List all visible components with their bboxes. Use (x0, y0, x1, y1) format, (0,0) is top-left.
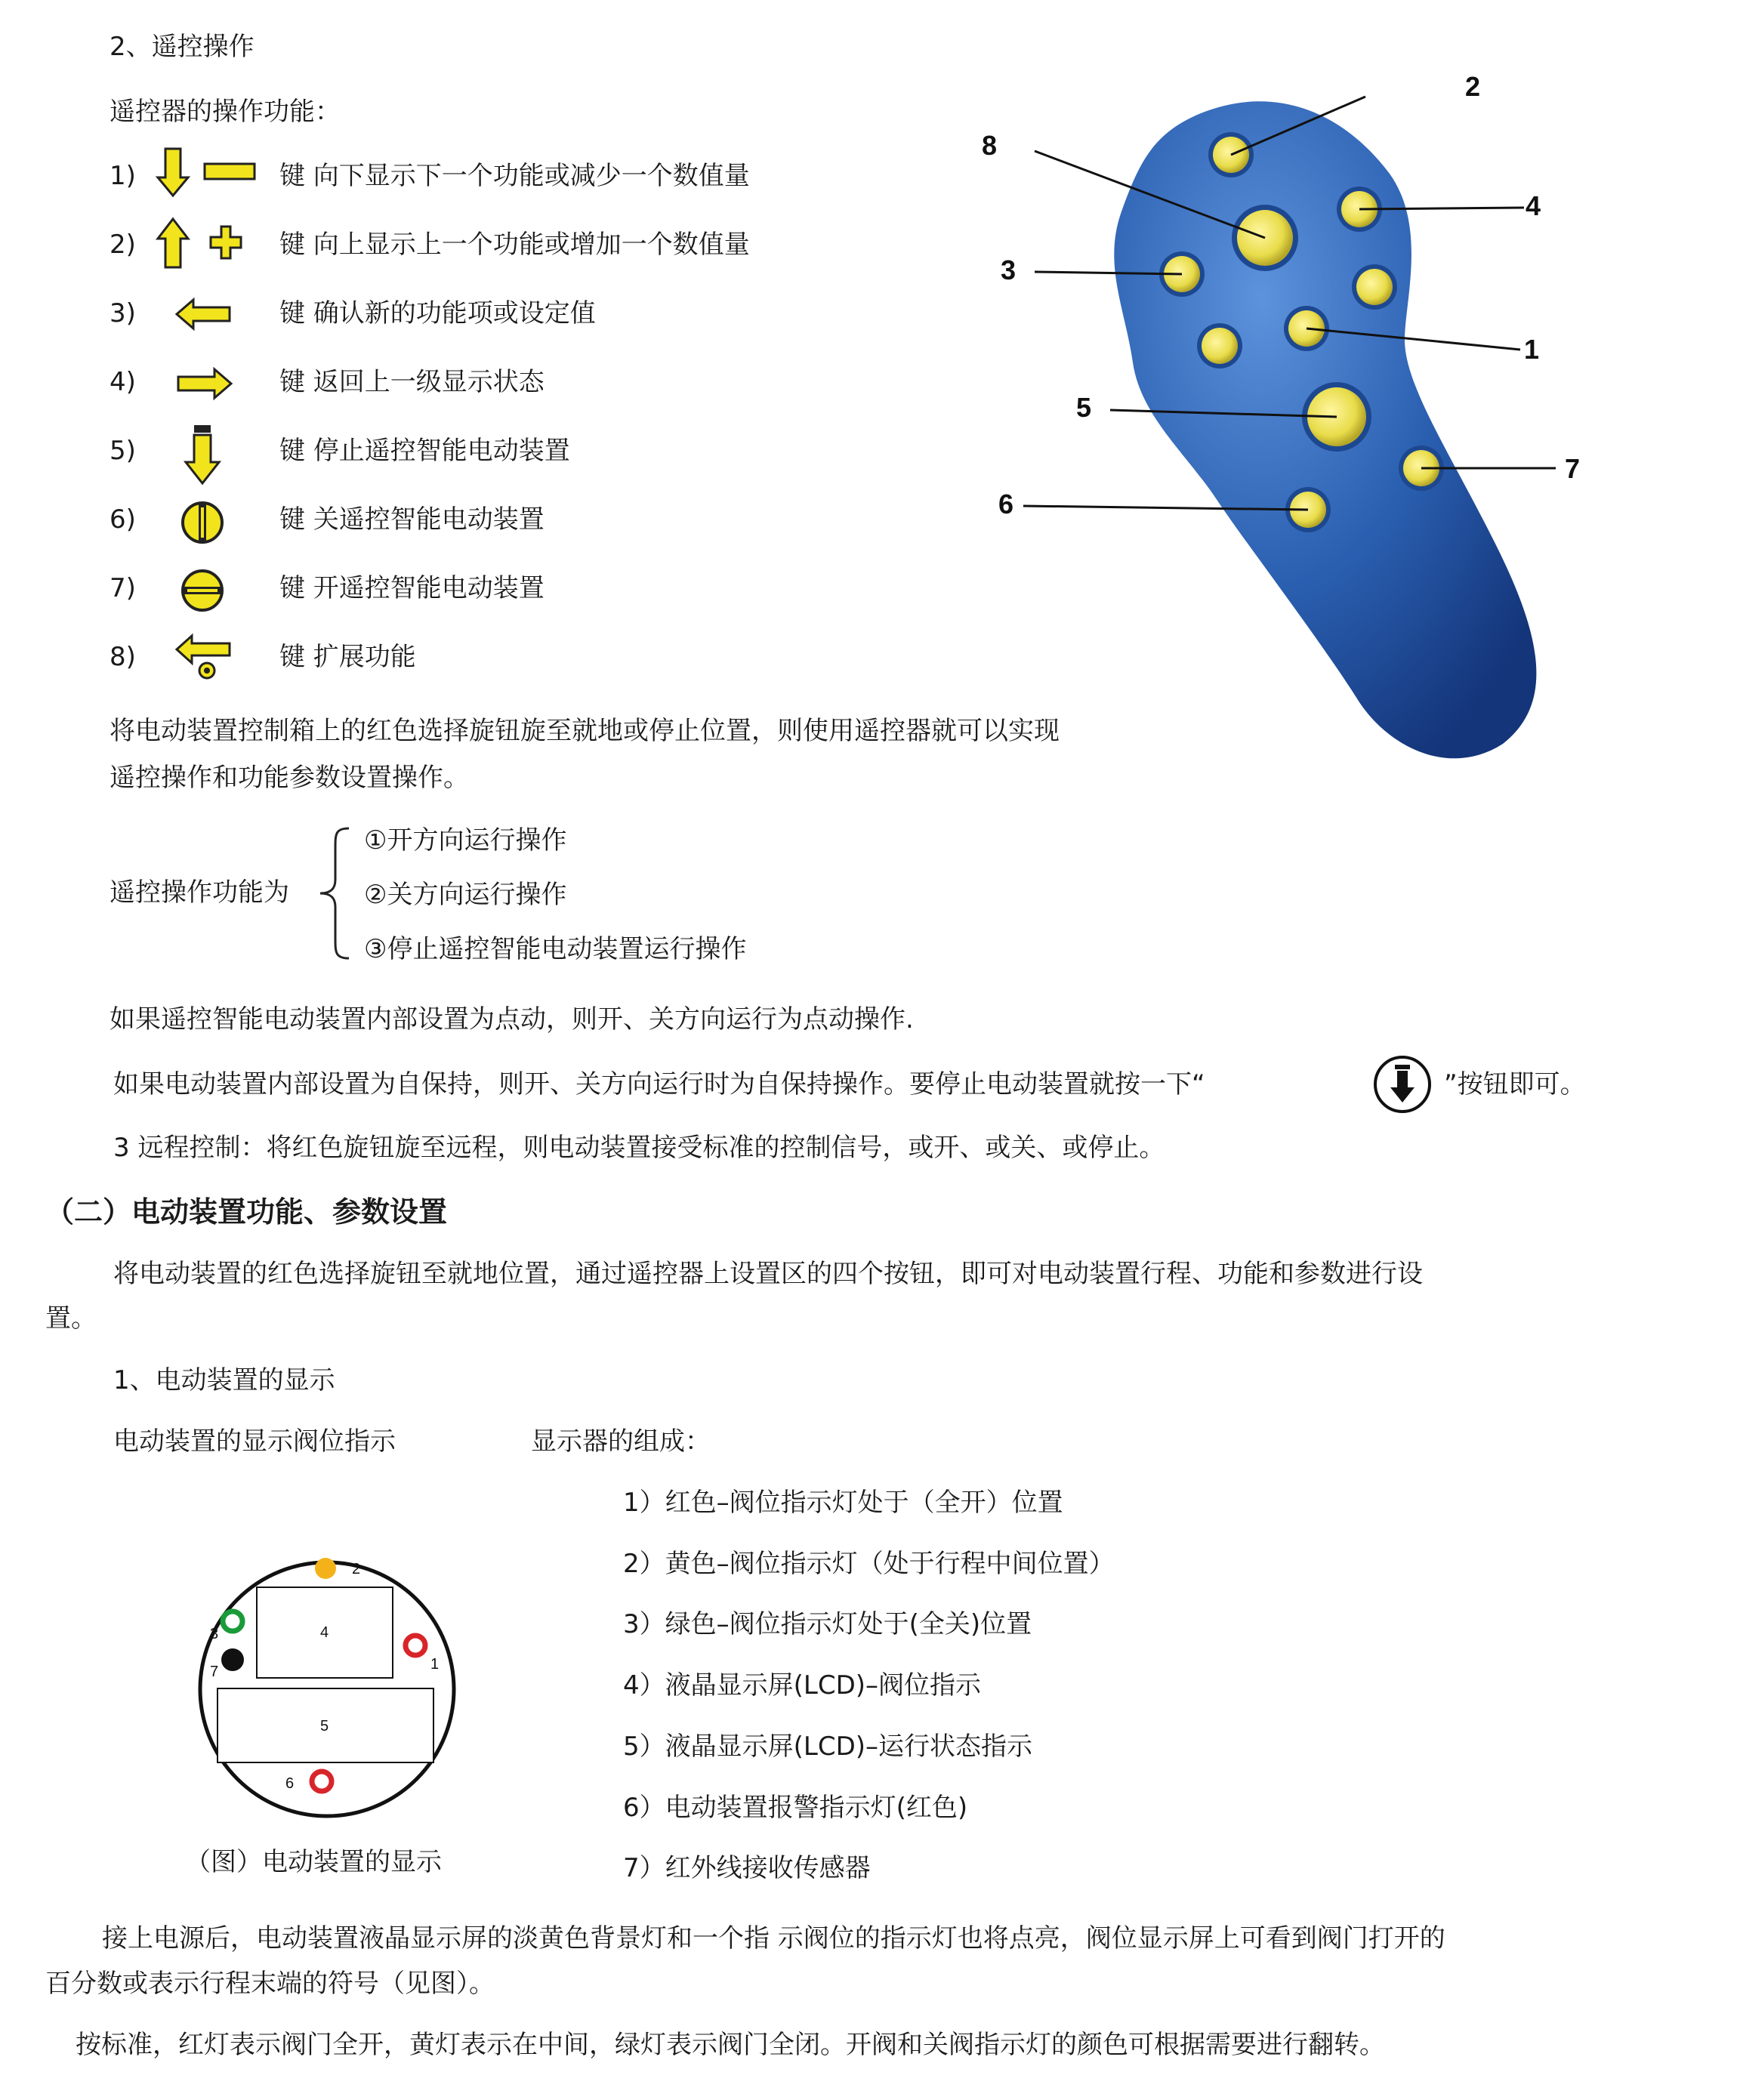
remote-label-5: 5 (1076, 392, 1092, 423)
stop-arrow-icon (181, 423, 224, 486)
diagram-label-2: 2 (352, 1561, 361, 1577)
key-number-3: 3) (110, 298, 136, 328)
key-number-2: 2) (110, 230, 136, 260)
up-arrow-and-plus-icon (155, 216, 261, 270)
key-desc-2: 键 向上显示上一个功能或增加一个数值量 (279, 230, 750, 260)
remote-label-4: 4 (1526, 190, 1541, 221)
display-composition-title: 显示器的组成： (531, 1426, 711, 1457)
self-hold-paragraph-part2: ”按钮即可。 (1444, 1069, 1586, 1099)
remote-label-1: 1 (1524, 334, 1540, 365)
section-heading-remote: 2、遥控操作 (110, 32, 255, 62)
jog-mode-paragraph: 如果遥控智能电动装置内部设置为点动，则开、关方向运行为点动操作. (110, 1004, 914, 1035)
infrared-sensor (221, 1648, 244, 1671)
remote-function-open: ①开方向运行操作 (364, 825, 567, 856)
component-item-5: 5）液晶显示屏(LCD)–运行状态指示 (623, 1731, 1033, 1762)
diagram-label-4: 4 (320, 1624, 329, 1641)
green-indicator (223, 1611, 242, 1631)
remote-functions-label: 遥控操作功能为 (110, 877, 289, 908)
diagram-caption: （图）电动装置的显示 (185, 1847, 442, 1877)
remote-control-illustration (982, 60, 1624, 770)
red-indicator-open (406, 1636, 425, 1655)
key-number-5: 5) (110, 436, 136, 466)
remote-control-paragraph: 3 远程控制：将红色旋钮旋至远程，则电动装置接受标准的控制信号，或开、或关、或停止。 (113, 1133, 1165, 1163)
red-alarm-indicator (312, 1772, 332, 1791)
remote-function-close: ②关方向运行操作 (364, 880, 567, 910)
device-display-diagram (187, 1550, 467, 1829)
component-item-4: 4）液晶显示屏(LCD)–阀位指示 (623, 1670, 982, 1701)
remote-paragraph-line1: 将电动装置控制箱上的红色选择旋钮旋至就地或停止位置，则使用遥控器就可以实现 (110, 716, 1060, 746)
diagram-label-5: 5 (320, 1718, 329, 1735)
remote-paragraph-line2: 遥控操作和功能参数设置操作。 (110, 763, 469, 793)
remote-label-3: 3 (1001, 254, 1017, 285)
key-desc-4: 键 返回上一级显示状态 (279, 367, 545, 397)
circle-vertical-bar-icon (180, 500, 225, 545)
remote-label-2: 2 (1465, 71, 1481, 102)
yellow-indicator (315, 1558, 336, 1579)
component-item-3: 3）绿色–阀位指示灯处于(全关)位置 (623, 1609, 1032, 1639)
key-number-4: 4) (110, 367, 136, 397)
display-subheading: 1、电动装置的显示 (113, 1365, 335, 1395)
down-arrow-and-minus-icon (155, 146, 261, 199)
standard-color-paragraph: 按标准，红灯表示阀门全开，黄灯表示在中间，绿灯表示阀门全闭。开阀和关阀指示灯的颜色可根据需要进行翻转。 (76, 2030, 1385, 2060)
remote-label-7: 7 (1565, 453, 1581, 484)
diagram-label-1: 1 (430, 1656, 440, 1673)
settings-paragraph-line2: 置。 (45, 1303, 97, 1334)
key-desc-8: 键 扩展功能 (279, 642, 416, 672)
key-desc-1: 键 向下显示下一个功能或减少一个数值量 (279, 161, 750, 191)
diagram-label-3: 3 (210, 1626, 219, 1642)
component-item-7: 7）红外线接收传感器 (623, 1853, 871, 1883)
section-heading-settings: （二）电动装置功能、参数设置 (45, 1195, 448, 1229)
self-hold-paragraph-part1: 如果电动装置内部设置为自保持，则开、关方向运行时为自保持操作。要停止电动装置就按一下“ (113, 1069, 1205, 1099)
remote-label-8: 8 (982, 130, 998, 161)
extend-arrow-icon (174, 633, 234, 681)
key-desc-6: 键 关遥控智能电动装置 (279, 504, 545, 535)
key-desc-5: 键 停止遥控智能电动装置 (279, 436, 570, 466)
stop-button-icon (1372, 1054, 1433, 1115)
left-arrow-icon (174, 297, 234, 331)
remote-functions-intro: 遥控器的操作功能： (110, 97, 341, 127)
component-item-2: 2）黄色–阀位指示灯（处于行程中间位置） (623, 1549, 1115, 1579)
key-desc-3: 键 确认新的功能项或设定值 (279, 298, 596, 328)
curly-brace (316, 825, 353, 961)
settings-paragraph-line1: 将电动装置的红色选择旋钮至就地位置，通过遥控器上设置区的四个按钮，即可对电动装置行程、功能和参数进行设 (113, 1259, 1423, 1289)
key-number-1: 1) (110, 161, 136, 191)
key-number-6: 6) (110, 504, 136, 535)
component-item-1: 1）红色–阀位指示灯处于（全开）位置 (623, 1488, 1063, 1518)
remote-label-6: 6 (998, 489, 1014, 520)
diagram-label-7: 7 (210, 1664, 219, 1680)
key-number-8: 8) (110, 642, 136, 672)
display-valve-indicator-title: 电动装置的显示阀位指示 (113, 1426, 396, 1457)
component-item-6: 6）电动装置报警指示灯(红色) (623, 1793, 968, 1823)
right-arrow-icon (174, 366, 234, 401)
key-number-7: 7) (110, 573, 136, 603)
circle-horizontal-bar-icon (180, 568, 225, 613)
diagram-label-6: 6 (285, 1775, 295, 1792)
key-desc-7: 键 开遥控智能电动装置 (279, 573, 545, 603)
power-on-paragraph-line1: 接上电源后，电动装置液晶显示屏的淡黄色背景灯和一个指 示阀位的指示灯也将点亮，阀位显示屏上可看到阀门打开的 (102, 1923, 1445, 1954)
remote-function-stop: ③停止遥控智能电动装置运行操作 (364, 934, 747, 964)
power-on-paragraph-line2: 百分数或表示行程末端的符号（见图）。 (45, 1969, 495, 1999)
